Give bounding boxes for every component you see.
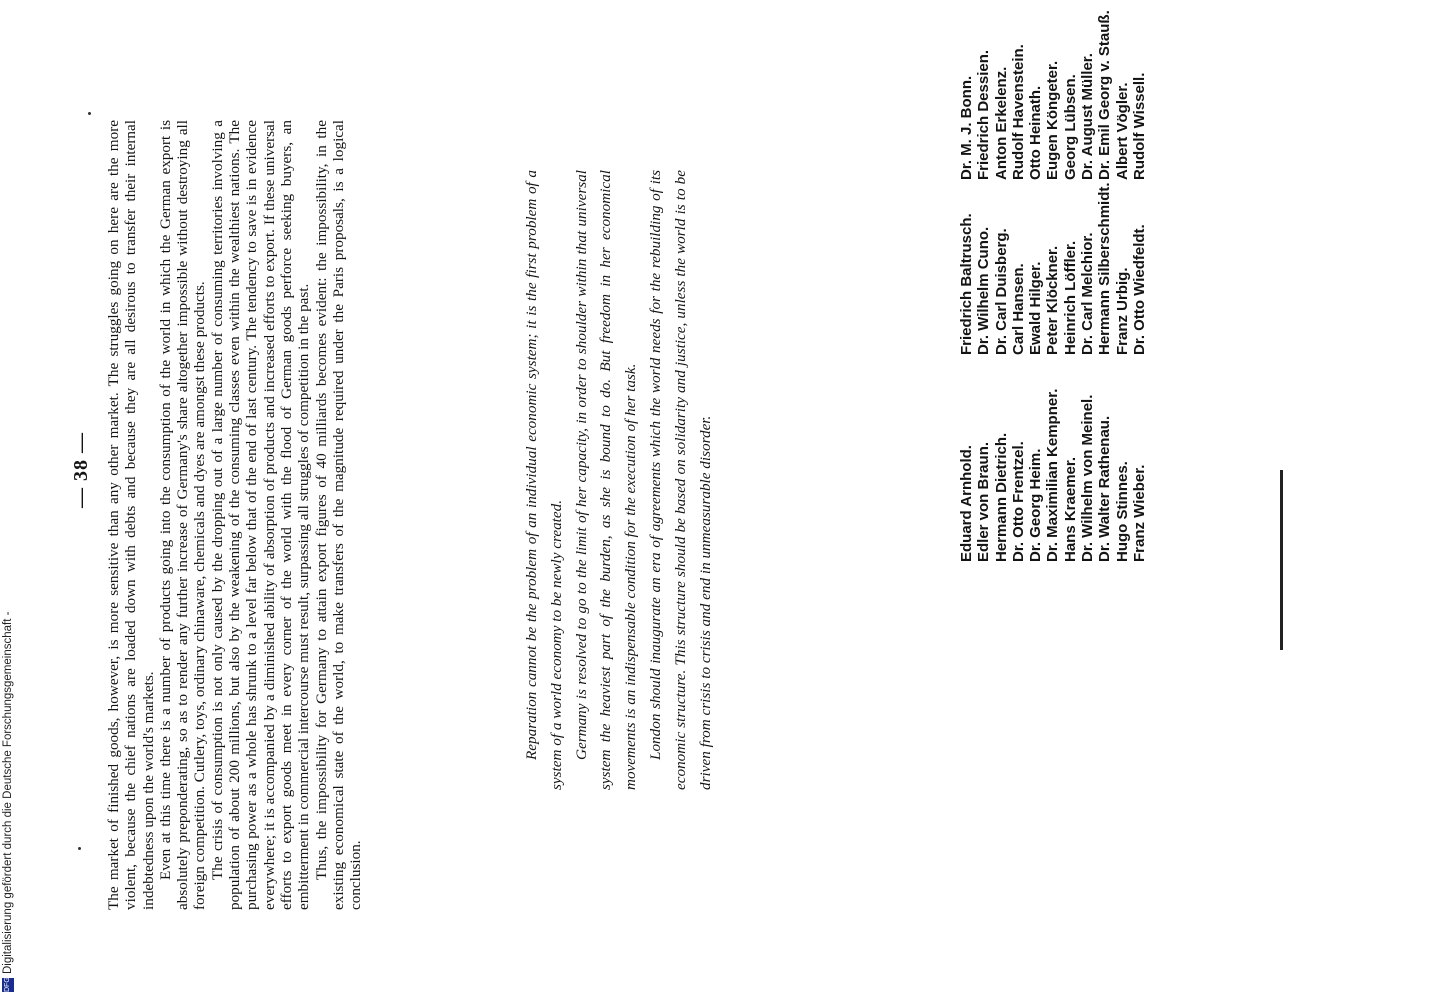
signatory: Dr. M. J. Bonn. xyxy=(958,75,975,180)
signatory: Carl Hansen. xyxy=(1009,263,1027,355)
paragraph: Thus, the impossibility for Germany to attain export figures of 40 milliards becomes evident: the impossibility, in the existing economical state of the world, to make transfers of the magnitude required under the Paris proposals, is a logical conclusion. xyxy=(312,120,365,910)
signatory: Dr. Wilhelm Cuno. xyxy=(975,226,993,355)
scan-speck xyxy=(78,847,81,850)
italic-paragraph: Germany is resolved to go to the limit of her capacity, in order to shoulder within that universal system the heaviest part of the burden, as she is bound to do. But freedom in her economical movements is an indispensable condition for the execution of her task. xyxy=(572,170,640,790)
italic-paragraph: Reparation cannot be the problem of an individual economic system; it is the first problem of a system of a world economy to be newly created. xyxy=(523,170,565,790)
signatory: Hugo Stinnes. xyxy=(1113,461,1131,562)
signatory: Dr. Walter Rathenau. xyxy=(1096,415,1114,562)
signatory: Rudolf Wissell. xyxy=(1130,72,1148,180)
signatories-col1 xyxy=(958,389,1148,562)
digitization-footer xyxy=(2,612,14,992)
footer-text: Digitalisierung gefördert durch die Deutsche Forschungsgemeinschaft - xyxy=(2,611,15,974)
italic-paragraph: London should inaugurate an era of agreements which the world needs for the rebuilding of its economic structure. This structure should be based on solidarity and justice, unless the world is to be driven from crisis to crisis and end in unmeasurable disorder. xyxy=(646,170,714,790)
signatory: Franz Urbig. xyxy=(1113,267,1131,355)
signatory: Dr. Carl Duisberg. xyxy=(992,228,1010,355)
signatories-col2 xyxy=(958,182,1148,355)
signatory: Hermann Dietrich. xyxy=(992,432,1010,562)
signatory: Dr. Otto Wiedfeldt. xyxy=(1130,224,1148,355)
signatory: Eduard Arnhold. xyxy=(958,445,975,562)
closing-rule xyxy=(1280,470,1283,650)
dfg-logo-icon: DFG xyxy=(2,978,14,992)
signatory: Otto Heinath. xyxy=(1027,85,1045,180)
signatory: Edler von Braun. xyxy=(975,441,993,562)
signatory: Franz Wieber. xyxy=(1130,464,1148,562)
paragraph: The crisis of consumption is not only caused by the dropping out of a large number of consuming territories involving a population of about 200 millions, but also by the weakening of the consuming classes even within the wealthiest nations. The purchasing power as a whole has shrunk to a level far below that of the end of last century. The tendency to save is in evidence everywhere; it is accompanied by a diminished ability of absorption of products and increased efforts to export. If these universal efforts to export goods meet in every corner of the world with the flood of German goods perforce seeking buyers, an embitterment in commercial intercourse must result, surpassing all struggles of competition in the past. xyxy=(208,120,313,910)
signatory: Georg Lübsen. xyxy=(1061,74,1079,180)
signatory: Ewald Hilger. xyxy=(1027,261,1045,355)
signatory: Albert Vögler. xyxy=(1113,82,1131,180)
signatory: Anton Erkelenz. xyxy=(992,66,1010,180)
paragraph: The market of finished goods, however, is more sensitive than any other market. The struggles going on here are the more violent, because the chief nations are loaded down with debts and because they are all desirous to transfer their internal indebtedness upon the world's markets. xyxy=(105,120,157,910)
signatory: Eugen Köngeter. xyxy=(1044,60,1062,180)
signatory: Dr. Otto Frentzel. xyxy=(1009,441,1027,562)
main-text xyxy=(105,120,364,910)
signatory: Dr. Wilhelm von Meinel. xyxy=(1079,394,1097,562)
signatory: Peter Klöckner. xyxy=(1044,245,1062,355)
signatory: Dr. August Müller. xyxy=(1079,53,1097,180)
signatory: Heinrich Löffler. xyxy=(1061,240,1079,355)
scan-speck xyxy=(88,112,91,115)
italic-statement xyxy=(520,170,718,790)
signatory: Friedrich Baltrusch. xyxy=(958,213,975,355)
signatory: Dr. Georg Heim. xyxy=(1027,448,1045,562)
signatory: Hans Kraemer. xyxy=(1061,456,1079,562)
signatory: Hermann Silberschmidt. xyxy=(1096,182,1114,355)
signatories-col3 xyxy=(958,10,1148,180)
signatory: Dr. Carl Melchior. xyxy=(1079,232,1097,355)
signatory: Friedrich Dessien. xyxy=(975,49,993,180)
paragraph: Even at this time there is a number of products going into the consumption of the world in which the German export is absolutely preponderating, so as to render any further increase of Germany's share altogether impossible without destroying all foreign competition. Cutlery, toys, ordinary chinaware, chemicals and dyes are amongst these products. xyxy=(156,120,209,910)
signatory: Rudolf Havenstein. xyxy=(1009,44,1027,180)
signatory: Dr. Emil Georg v. Stauß. xyxy=(1096,10,1114,180)
signatory: Dr. Maximilian Kempner. xyxy=(1044,388,1062,562)
page-number: — 38 — xyxy=(70,432,92,508)
